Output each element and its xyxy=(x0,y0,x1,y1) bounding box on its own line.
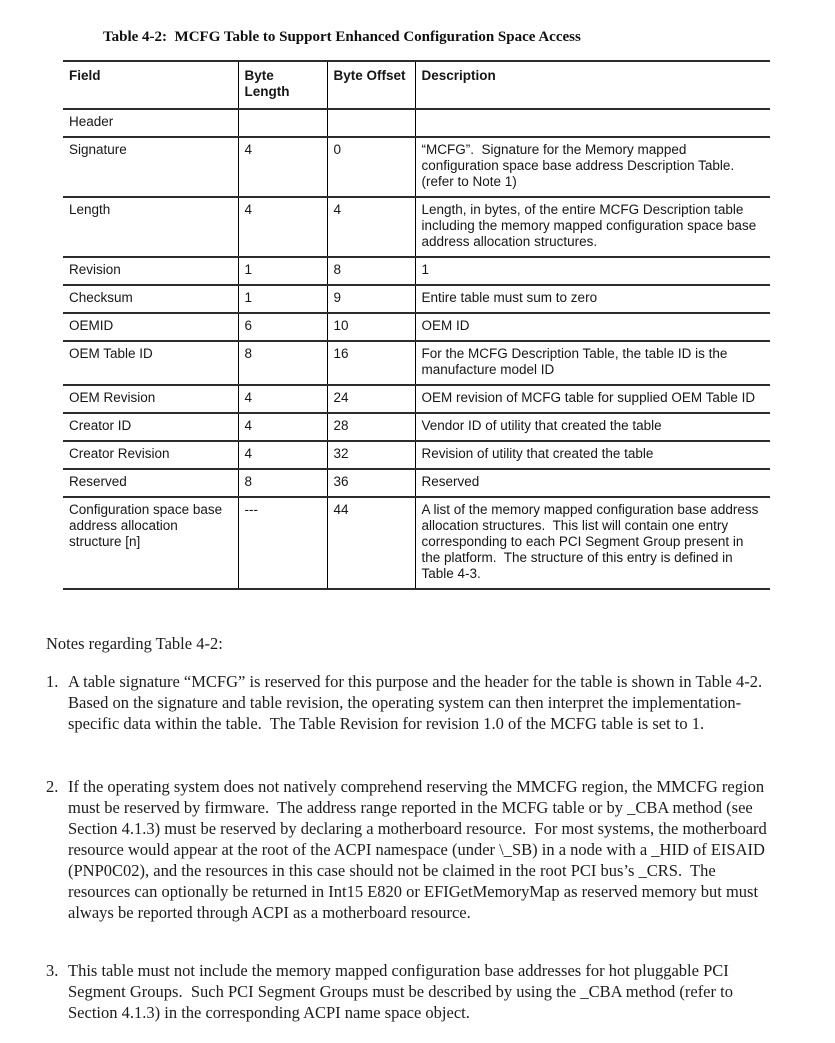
description-cell: For the MCFG Description Table, the table ID is the manufacture model ID xyxy=(415,341,770,385)
table-row xyxy=(63,413,770,441)
description-cell xyxy=(415,109,770,137)
field-cell: Length xyxy=(63,197,238,257)
table-row xyxy=(63,441,770,469)
note-item-3 xyxy=(46,960,773,1023)
byte-length-cell: 1 xyxy=(238,285,327,313)
column-header-byte-offset: Byte Offset xyxy=(327,61,415,109)
table-row xyxy=(63,197,770,257)
field-cell: Revision xyxy=(63,257,238,285)
byte-offset-cell: 44 xyxy=(327,497,415,589)
byte-length-cell: 4 xyxy=(238,137,327,197)
table-row xyxy=(63,341,770,385)
byte-offset-cell: 36 xyxy=(327,469,415,497)
note-number: 2. xyxy=(46,777,59,796)
description-cell: Revision of utility that created the table xyxy=(415,441,770,469)
field-cell: Signature xyxy=(63,137,238,197)
byte-offset-cell: 32 xyxy=(327,441,415,469)
note-item-2 xyxy=(46,776,773,923)
field-cell: Configuration space base address allocation structure [n] xyxy=(63,497,238,589)
byte-length-cell xyxy=(238,109,327,137)
byte-offset-cell: 24 xyxy=(327,385,415,413)
note-number: 3. xyxy=(46,961,59,980)
description-cell: OEM revision of MCFG table for supplied OEM Table ID xyxy=(415,385,770,413)
byte-length-cell: 4 xyxy=(238,441,327,469)
description-cell: “MCFG”. Signature for the Memory mapped configuration space base address Description Table. (refer to Note 1) xyxy=(415,137,770,197)
field-cell: Checksum xyxy=(63,285,238,313)
description-cell: OEM ID xyxy=(415,313,770,341)
description-cell: 1 xyxy=(415,257,770,285)
byte-length-cell: 4 xyxy=(238,385,327,413)
byte-length-cell: 6 xyxy=(238,313,327,341)
description-cell: Vendor ID of utility that created the table xyxy=(415,413,770,441)
byte-length-cell: 4 xyxy=(238,197,327,257)
byte-length-cell: --- xyxy=(238,497,327,589)
byte-length-cell: 4 xyxy=(238,413,327,441)
byte-length-cell: 8 xyxy=(238,469,327,497)
note-text: If the operating system does not natively comprehend reserving the MMCFG region, the MMCFG region must be reserved by firmware. The address range reported in the MCFG table or by _CBA method (see Section 4.1.3) must be reserved by declaring a motherboard resource. For most systems, the motherboard resource would appear at the root of the ACPI namespace (under \_SB) in a node with a _HID of EISAID (PNP0C02), and the resources in this case should not be claimed in the root PCI bus’s _CRS. The resources can optionally be returned in Int15 E820 or EFIGetMemoryMap as reserved memory but must always be reported through ACPI as a motherboard resource. xyxy=(68,777,771,922)
note-number: 1. xyxy=(46,672,59,691)
column-header-field: Field xyxy=(63,61,238,109)
table-header-row xyxy=(63,61,770,109)
table-row xyxy=(63,313,770,341)
page-title: Table 4-2: MCFG Table to Support Enhanced Configuration Space Access xyxy=(103,29,581,45)
table-row xyxy=(63,137,770,197)
table-row xyxy=(63,469,770,497)
description-cell: A list of the memory mapped configuration base address allocation structures. This list will contain one entry corresponding to each PCI Segment Group present in the platform. The structure of this entry is defined in Table 4-3. xyxy=(415,497,770,589)
byte-offset-cell: 9 xyxy=(327,285,415,313)
byte-offset-cell: 8 xyxy=(327,257,415,285)
description-cell: Entire table must sum to zero xyxy=(415,285,770,313)
mcfg-table xyxy=(63,60,770,590)
notes-heading: Notes regarding Table 4-2: xyxy=(46,634,223,653)
field-cell: OEM Revision xyxy=(63,385,238,413)
column-header-description: Description xyxy=(415,61,770,109)
table-row xyxy=(63,497,770,589)
byte-offset-cell: 28 xyxy=(327,413,415,441)
byte-offset-cell: 10 xyxy=(327,313,415,341)
table-row xyxy=(63,285,770,313)
column-header-byte-length: Byte Length xyxy=(238,61,327,109)
description-cell: Reserved xyxy=(415,469,770,497)
byte-offset-cell: 4 xyxy=(327,197,415,257)
table-row xyxy=(63,385,770,413)
field-cell: Creator ID xyxy=(63,413,238,441)
byte-length-cell: 1 xyxy=(238,257,327,285)
field-cell: Creator Revision xyxy=(63,441,238,469)
byte-offset-cell xyxy=(327,109,415,137)
field-cell: OEMID xyxy=(63,313,238,341)
byte-offset-cell: 16 xyxy=(327,341,415,385)
field-cell: Header xyxy=(63,109,238,137)
field-cell: OEM Table ID xyxy=(63,341,238,385)
note-text: A table signature “MCFG” is reserved for this purpose and the header for the table is shown in Table 4-2. Based on the signature and table revision, the operating system can then interpret the implementation-specific data within the table. The Table Revision for revision 1.0 of the MCFG table is set to 1. xyxy=(68,672,771,733)
byte-length-cell: 8 xyxy=(238,341,327,385)
table-row xyxy=(63,109,770,137)
byte-offset-cell: 0 xyxy=(327,137,415,197)
field-cell: Reserved xyxy=(63,469,238,497)
description-cell: Length, in bytes, of the entire MCFG Description table including the memory mapped configuration space base address allocation structures. xyxy=(415,197,770,257)
note-text: This table must not include the memory mapped configuration base addresses for hot pluggable PCI Segment Groups. Such PCI Segment Groups must be described by using the _CBA method (refer to Section 4.1.3) in the corresponding ACPI name space object. xyxy=(68,961,738,1022)
table-row xyxy=(63,257,770,285)
note-item-1 xyxy=(46,671,773,734)
